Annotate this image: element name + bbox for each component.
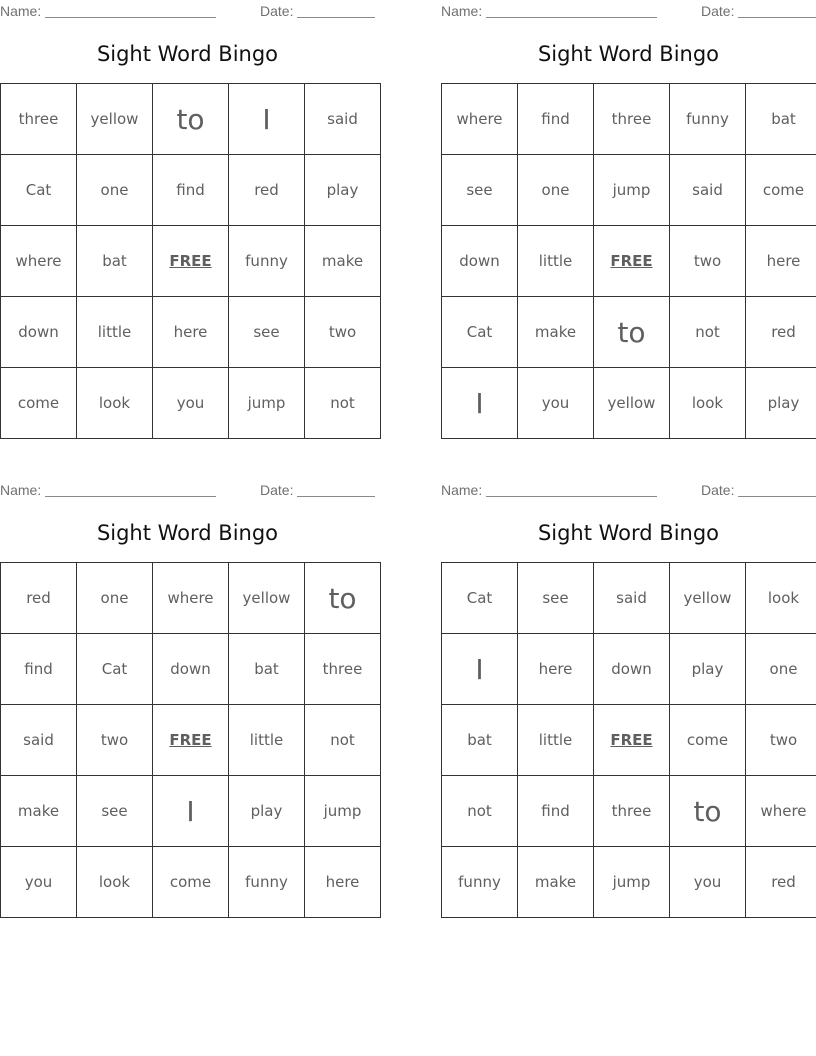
bingo-cell: bat	[229, 634, 305, 705]
name-blank	[45, 496, 216, 497]
bingo-cell: down	[442, 226, 518, 297]
bingo-cell: see	[442, 155, 518, 226]
bingo-cell: come	[670, 705, 746, 776]
bingo-cell: come	[1, 368, 77, 439]
bingo-row	[442, 84, 816, 155]
bingo-cell: three	[594, 776, 670, 847]
bingo-cell: little	[518, 705, 594, 776]
free-space-cell: FREE	[594, 226, 670, 297]
bingo-cell: yellow	[670, 563, 746, 634]
bingo-cell: jump	[594, 847, 670, 918]
bingo-cell: here	[518, 634, 594, 705]
bingo-cell: here	[746, 226, 816, 297]
card-title: Sight Word Bingo	[96, 521, 279, 545]
bingo-cell: red	[1, 563, 77, 634]
bingo-card-1	[0, 0, 375, 440]
bingo-row	[1, 155, 381, 226]
name-blank	[45, 17, 216, 18]
bingo-row	[442, 847, 816, 918]
bingo-cell: three	[594, 84, 670, 155]
free-space-cell: FREE	[153, 705, 229, 776]
name-label: Name:	[441, 3, 483, 19]
bingo-cell: find	[518, 84, 594, 155]
bingo-cell: two	[305, 297, 381, 368]
bingo-cell: funny	[442, 847, 518, 918]
bingo-cell: see	[518, 563, 594, 634]
bingo-cell: one	[518, 155, 594, 226]
bingo-cell: Cat	[1, 155, 77, 226]
bingo-cell: funny	[229, 226, 305, 297]
bingo-cell: red	[229, 155, 305, 226]
bingo-cell: look	[746, 563, 816, 634]
date-blank	[297, 496, 375, 497]
bingo-cell: come	[153, 847, 229, 918]
name-blank	[486, 17, 657, 18]
bingo-cell: little	[229, 705, 305, 776]
bingo-cell: funny	[670, 84, 746, 155]
bingo-row	[442, 563, 816, 634]
bingo-cell: you	[518, 368, 594, 439]
bingo-cell: you	[1, 847, 77, 918]
bingo-cell: not	[442, 776, 518, 847]
bingo-row	[442, 226, 816, 297]
bingo-cell: to	[305, 563, 381, 634]
bingo-cell: jump	[229, 368, 305, 439]
bingo-cell: see	[229, 297, 305, 368]
bingo-row	[442, 368, 816, 439]
bingo-card-4	[441, 479, 816, 919]
bingo-cell: down	[1, 297, 77, 368]
bingo-row	[442, 705, 816, 776]
bingo-cell: you	[670, 847, 746, 918]
bingo-cell: said	[594, 563, 670, 634]
card-header	[0, 3, 375, 19]
bingo-cell: down	[594, 634, 670, 705]
bingo-cell: to	[670, 776, 746, 847]
bingo-cell: Cat	[442, 563, 518, 634]
bingo-cell: one	[77, 563, 153, 634]
bingo-cell: play	[670, 634, 746, 705]
bingo-cell: play	[305, 155, 381, 226]
bingo-grid	[0, 562, 381, 918]
bingo-cell: two	[670, 226, 746, 297]
bingo-cell: one	[746, 634, 816, 705]
bingo-cell: not	[305, 368, 381, 439]
bingo-cell: find	[153, 155, 229, 226]
bingo-cell: I	[229, 84, 305, 155]
bingo-cell: make	[1, 776, 77, 847]
bingo-cell: said	[305, 84, 381, 155]
bingo-cell: bat	[77, 226, 153, 297]
bingo-card-3	[0, 479, 375, 919]
bingo-cell: not	[305, 705, 381, 776]
bingo-row	[1, 847, 381, 918]
bingo-cell: make	[518, 847, 594, 918]
card-title: Sight Word Bingo	[537, 521, 720, 545]
card-header	[0, 482, 375, 498]
bingo-cell: play	[229, 776, 305, 847]
bingo-cell: look	[77, 847, 153, 918]
bingo-cell: bat	[442, 705, 518, 776]
bingo-cell: make	[518, 297, 594, 368]
bingo-row	[1, 84, 381, 155]
bingo-cell: to	[594, 297, 670, 368]
bingo-cell: said	[1, 705, 77, 776]
bingo-cell: look	[670, 368, 746, 439]
date-blank	[738, 17, 816, 18]
bingo-row	[442, 155, 816, 226]
bingo-row	[1, 563, 381, 634]
date-label: Date:	[260, 3, 294, 19]
bingo-cell: find	[1, 634, 77, 705]
bingo-row	[442, 297, 816, 368]
bingo-cell: where	[153, 563, 229, 634]
bingo-grid	[441, 83, 816, 439]
card-title: Sight Word Bingo	[537, 42, 720, 66]
free-space-cell: FREE	[594, 705, 670, 776]
bingo-cell: where	[442, 84, 518, 155]
bingo-cell: jump	[305, 776, 381, 847]
bingo-cell: two	[77, 705, 153, 776]
bingo-cell: I	[153, 776, 229, 847]
bingo-row	[442, 776, 816, 847]
date-blank	[297, 17, 375, 18]
name-label: Name:	[0, 3, 42, 19]
name-label: Name:	[0, 482, 42, 498]
bingo-cell: bat	[746, 84, 816, 155]
bingo-cell: funny	[229, 847, 305, 918]
bingo-cell: I	[442, 368, 518, 439]
bingo-cell: where	[1, 226, 77, 297]
bingo-cell: here	[153, 297, 229, 368]
name-label: Name:	[441, 482, 483, 498]
bingo-cell: yellow	[229, 563, 305, 634]
free-space-cell: FREE	[153, 226, 229, 297]
bingo-cell: two	[746, 705, 816, 776]
bingo-cell: little	[518, 226, 594, 297]
bingo-cell: make	[305, 226, 381, 297]
bingo-cell: red	[746, 847, 816, 918]
bingo-cell: yellow	[77, 84, 153, 155]
bingo-cell: come	[746, 155, 816, 226]
bingo-row	[1, 705, 381, 776]
bingo-cell: to	[153, 84, 229, 155]
bingo-row	[442, 634, 816, 705]
date-label: Date:	[701, 482, 735, 498]
bingo-cell: Cat	[77, 634, 153, 705]
bingo-row	[1, 634, 381, 705]
bingo-cell: not	[670, 297, 746, 368]
bingo-cell: look	[77, 368, 153, 439]
card-header	[441, 3, 816, 19]
bingo-cell: find	[518, 776, 594, 847]
bingo-cell: see	[77, 776, 153, 847]
name-blank	[486, 496, 657, 497]
bingo-cell: play	[746, 368, 816, 439]
bingo-cell: little	[77, 297, 153, 368]
bingo-cell: Cat	[442, 297, 518, 368]
bingo-cell: you	[153, 368, 229, 439]
bingo-cell: three	[1, 84, 77, 155]
date-blank	[738, 496, 816, 497]
bingo-cell: one	[77, 155, 153, 226]
bingo-cell: where	[746, 776, 816, 847]
card-header	[441, 482, 816, 498]
bingo-cell: three	[305, 634, 381, 705]
date-label: Date:	[260, 482, 294, 498]
bingo-cell: jump	[594, 155, 670, 226]
date-label: Date:	[701, 3, 735, 19]
bingo-grid	[0, 83, 381, 439]
bingo-row	[1, 297, 381, 368]
bingo-cell: said	[670, 155, 746, 226]
bingo-cell: yellow	[594, 368, 670, 439]
bingo-cell: red	[746, 297, 816, 368]
bingo-card-2	[441, 0, 816, 440]
card-title: Sight Word Bingo	[96, 42, 279, 66]
bingo-cell: here	[305, 847, 381, 918]
bingo-row	[1, 226, 381, 297]
bingo-row	[1, 776, 381, 847]
bingo-cell: down	[153, 634, 229, 705]
bingo-row	[1, 368, 381, 439]
bingo-grid	[441, 562, 816, 918]
bingo-cell: I	[442, 634, 518, 705]
